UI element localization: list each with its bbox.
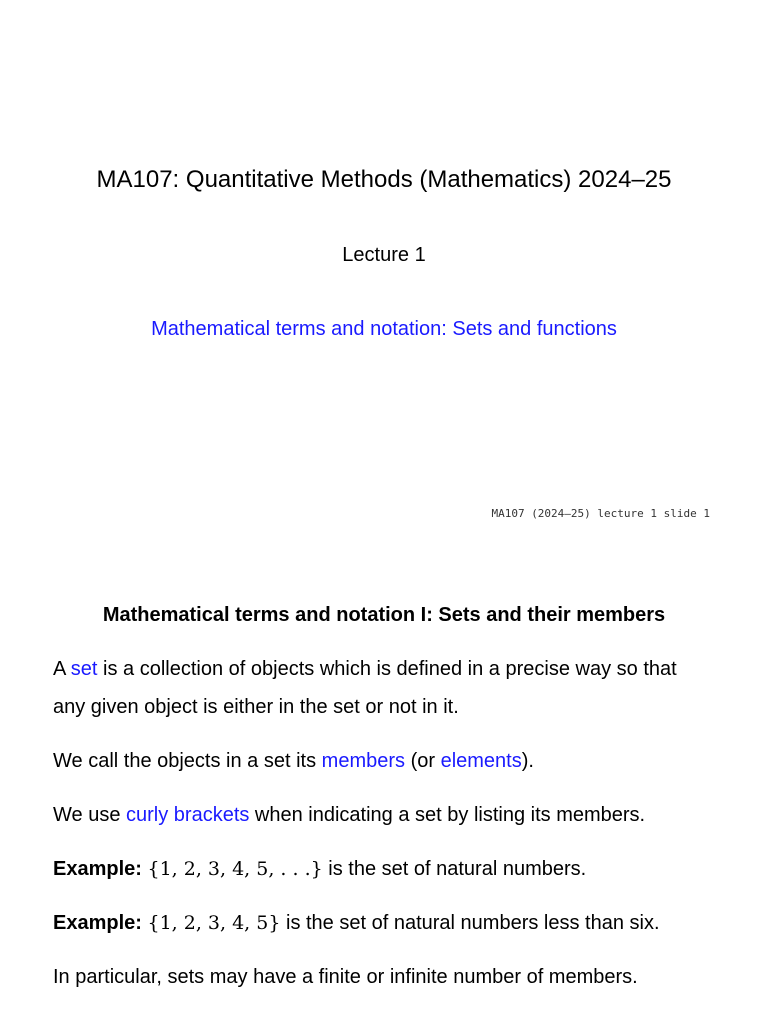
paragraph-example-natural-numbers bbox=[53, 850, 733, 888]
text-segment: is the set of natural numbers less than six. bbox=[280, 912, 660, 934]
term-elements: elements bbox=[440, 750, 522, 772]
example-label: Example: bbox=[53, 858, 142, 880]
text-segment: ). bbox=[521, 750, 534, 772]
slide-2 bbox=[0, 540, 768, 1024]
slide-title: MA107: Quantitative Methods (Mathematics) 2024–25 bbox=[96, 166, 672, 193]
term-members: members bbox=[321, 750, 406, 772]
text-segment: A bbox=[53, 658, 71, 680]
example-label: Example: bbox=[53, 912, 142, 934]
text-segment: (or bbox=[405, 750, 441, 772]
text-segment: any given object is either in the set or not in it. bbox=[53, 696, 459, 718]
slide-footer-id: MA107 (2024–25) lecture 1 slide 1 bbox=[491, 507, 710, 520]
term-set: set bbox=[70, 658, 98, 680]
paragraph-members bbox=[53, 742, 733, 780]
text-segment: We call the objects in a set its bbox=[53, 750, 322, 772]
text-segment: We use bbox=[53, 804, 126, 826]
lecture-subtitle: Mathematical terms and notation: Sets and functions bbox=[151, 318, 617, 340]
paragraph-curly-brackets bbox=[53, 796, 733, 834]
term-curly-brackets: curly brackets bbox=[126, 804, 250, 826]
lecture-number: Lecture 1 bbox=[342, 244, 426, 266]
paragraph-set-definition bbox=[53, 650, 733, 726]
text-segment: is the set of natural numbers. bbox=[322, 858, 587, 880]
math-expression: {1, 2, 3, 4, 5, . . .} bbox=[147, 858, 323, 880]
text-segment: when indicating a set by listing its members. bbox=[249, 804, 646, 826]
math-expression: {1, 2, 3, 4, 5} bbox=[147, 912, 281, 934]
text-segment: is a collection of objects which is defined in a precise way so that bbox=[97, 658, 677, 680]
paragraph-finite-infinite bbox=[53, 958, 733, 996]
slide-heading: Mathematical terms and notation I: Sets and their members bbox=[102, 604, 666, 626]
text-segment: In particular, sets may have a finite or infinite number of members. bbox=[53, 966, 638, 988]
paragraph-example-less-than-six bbox=[53, 904, 733, 942]
